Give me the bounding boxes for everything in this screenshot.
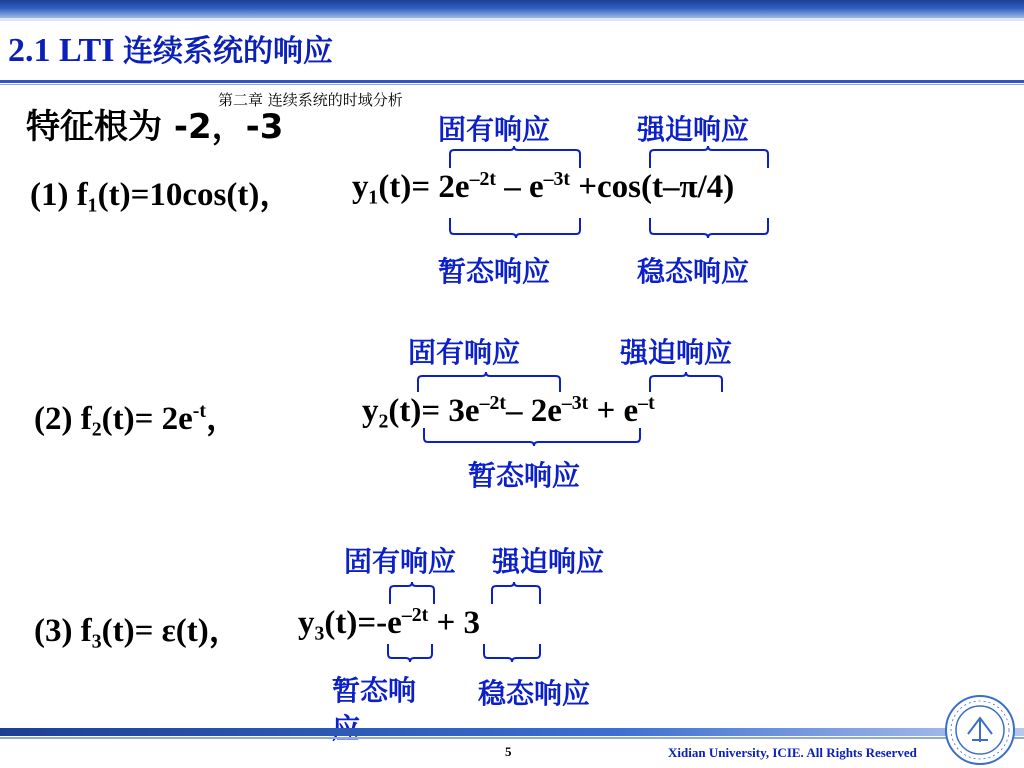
bottom-divider (0, 737, 1024, 739)
brace-case3-transient (388, 644, 432, 662)
case2-input-tail: ， (205, 401, 239, 437)
characteristic-roots: 特征根为 -2，-3 (26, 107, 284, 147)
title-number: 2.1 LTI (8, 32, 123, 69)
case3-natural-label: 固有响应 (344, 545, 457, 578)
case1-term3: +cos(t–π/4) (578, 169, 735, 205)
brace-case1-transient (450, 218, 580, 238)
case2-forced-label: 强迫响应 (620, 336, 733, 369)
case3-exp1: –2t (401, 604, 429, 626)
case3-steady-label: 稳态响应 (478, 677, 591, 710)
case2-term2: – 2e (505, 393, 562, 429)
brace-case1-forced (650, 146, 768, 168)
case2-exp2: –3t (561, 392, 589, 414)
case3-forced-label: 强迫响应 (492, 545, 605, 578)
case2-exp1: –2t (479, 392, 506, 414)
case1-input: (1) f₁(t)=10cos(t)， (30, 177, 293, 213)
case1-exp2: –3t (543, 168, 570, 190)
case2-transient-label: 暂态响应 (468, 459, 581, 492)
chapter-header: 第二章 连续系统的时域分析 (218, 91, 403, 109)
case2-natural-label: 固有响应 (408, 336, 521, 369)
case1-natural-label: 固有响应 (438, 113, 551, 146)
case3-term1: y₃(t)=-e (298, 605, 402, 641)
university-seal-icon (944, 694, 1016, 766)
case1-forced-label: 强迫响应 (637, 113, 750, 146)
brace-case2-forced (650, 372, 722, 392)
case2-exp3: –t (638, 392, 655, 414)
brace-case2-transient (424, 428, 640, 446)
case2-term1: y₂(t)= 3e (362, 393, 480, 429)
case1-exp1: –2t (469, 168, 496, 190)
footer-copyright: Xidian University, ICIE. All Rights Reserved (668, 745, 917, 760)
brace-case1-natural (450, 146, 580, 168)
brace-case3-steady (484, 644, 540, 662)
case3-transient-label: 暂态响 (332, 674, 417, 707)
brace-case1-steady (650, 218, 768, 238)
case2-term3: + e (596, 393, 639, 429)
brace-case3-natural (390, 582, 434, 604)
bottom-banner (0, 728, 1024, 736)
case1-steady-label: 稳态响应 (637, 255, 750, 288)
page-number: 5 (505, 744, 512, 759)
brace-case3-forced (492, 582, 540, 604)
case2-input-exp: -t (192, 400, 206, 422)
case1-term1: y₁(t)= 2e (352, 169, 470, 205)
case3-input: (3) f₃(t)= ε(t)， (34, 613, 242, 649)
case3-term2: + 3 (428, 605, 480, 641)
case2-input-main: (2) f₂(t)= 2e (34, 401, 193, 437)
title-cjk: 连续系统的响应 (122, 34, 333, 69)
case1-term2: – e (504, 169, 544, 205)
brace-case2-natural (418, 372, 560, 392)
case1-transient-label: 暂态响应 (438, 255, 551, 288)
